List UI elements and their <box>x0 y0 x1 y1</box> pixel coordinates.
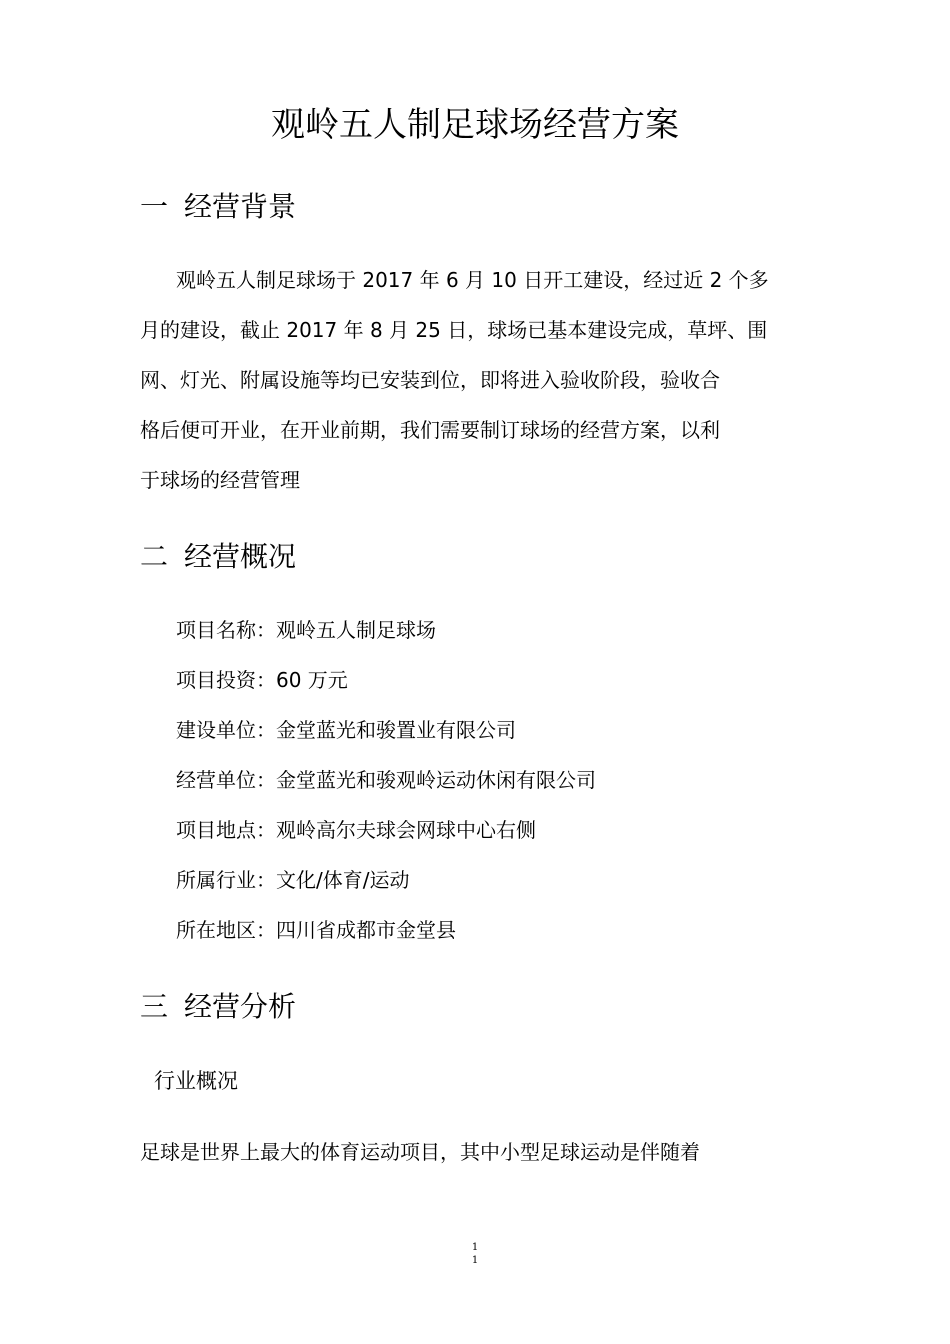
section-title: 经营分析 <box>184 990 297 1023</box>
subsection-heading: 行业概况 <box>154 1069 238 1093</box>
info-row: 项目地点：观岭高尔夫球会网球中心右侧 <box>176 818 536 842</box>
section-number: 二 <box>140 540 169 573</box>
document-title: 观岭五人制足球场经营方案 <box>271 105 679 145</box>
paragraph-line: 网、灯光、附属设施等均已安装到位，即将进入验收阶段，验收合 <box>140 368 720 392</box>
section-heading-background <box>140 187 296 227</box>
section-number: 三 <box>140 990 169 1023</box>
paragraph-line: 格后便可开业，在开业前期，我们需要制订球场的经营方案，以利 <box>140 418 720 442</box>
section-title: 经营概况 <box>184 540 297 573</box>
section-number: 一 <box>140 190 169 223</box>
info-row: 经营单位：金堂蓝光和骏观岭运动休闲有限公司 <box>176 768 596 792</box>
info-row: 所在地区：四川省成都市金堂县 <box>176 918 456 942</box>
page-number-repeat: 1 <box>471 1255 479 1266</box>
info-row: 所属行业：文化/体育/运动 <box>176 868 410 892</box>
section-heading-analysis <box>140 987 296 1027</box>
section-heading-overview <box>140 537 296 577</box>
info-row: 建设单位：金堂蓝光和骏置业有限公司 <box>176 718 516 742</box>
paragraph-line: 足球是世界上最大的体育运动项目，其中小型足球运动是伴随着 <box>140 1140 700 1164</box>
paragraph-line: 观岭五人制足球场于 2017 年 6 月 10 日开工建设，经过近 2 个多 <box>176 268 769 292</box>
paragraph-line: 于球场的经营管理 <box>140 468 300 492</box>
page-number: 1 <box>471 1242 479 1253</box>
section-title: 经营背景 <box>184 190 297 223</box>
info-row: 项目投资：60 万元 <box>176 668 348 692</box>
paragraph-line: 月的建设，截止 2017 年 8 月 25 日，球场已基本建设完成，草坪、围 <box>140 318 768 342</box>
info-row: 项目名称：观岭五人制足球场 <box>176 618 436 642</box>
